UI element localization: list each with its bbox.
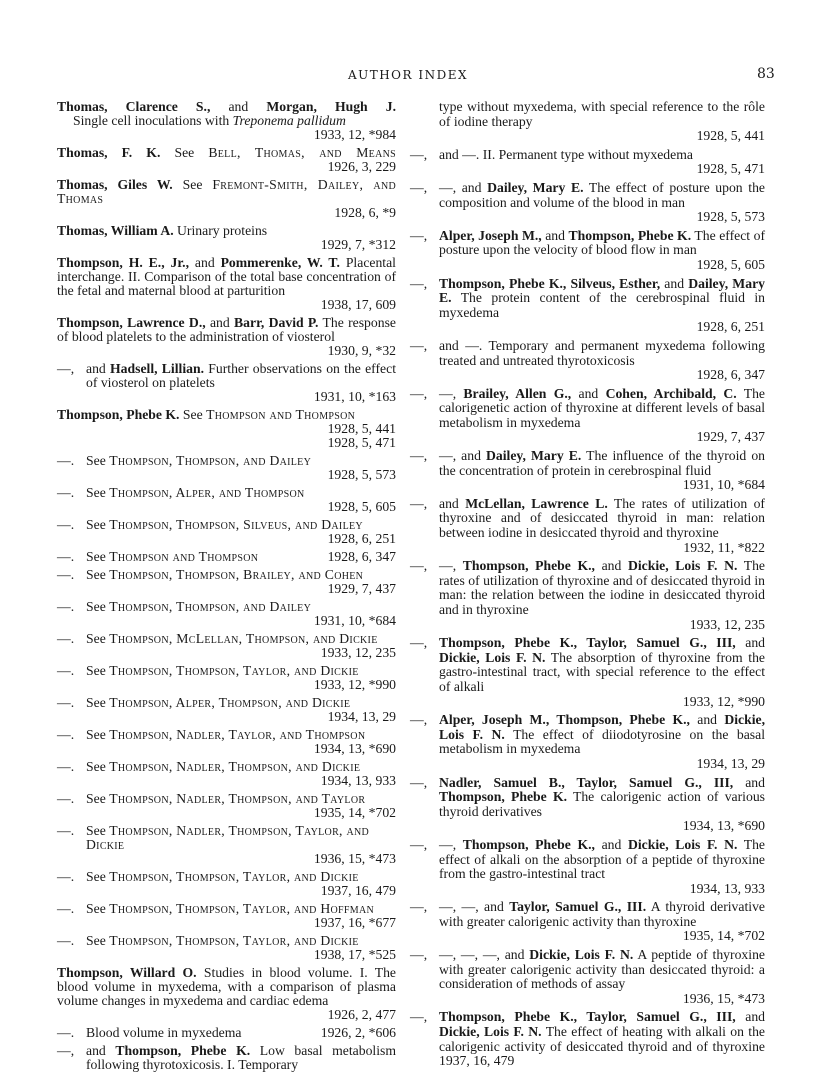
see-entry: —. See Thompson, Thompson, Taylor, and Dickie 1937, 16, 479 (57, 869, 396, 898)
index-entry: —, and Thompson, Phebe K. Low basal metabolism following thyrotoxicosis. I. Temporary (57, 1043, 397, 1072)
citation: 1931, 10, *163 (313, 389, 396, 404)
ditto-mark: —, (410, 275, 428, 291)
ditto-mark: —. (57, 791, 75, 806)
citation: 1931, 10, *684 (682, 477, 765, 493)
index-entry: —, —, —, —, and Dickie, Lois F. N. A peptide of thyroxine with greater calorigenic activity than desiccated thyroid: a consideration of methods of assay 1936, 15, *473 (410, 947, 765, 1006)
entry-title: The effect of heating with alkali on the calorigenic activity of desiccated thyroid and of thyroxine (439, 1024, 766, 1054)
citation: 1936, 15, *473 (313, 851, 396, 866)
citation: 1926, 2, 477 (327, 1007, 396, 1022)
entry-title: The effect of posture upon the composition and volume of the blood in man (439, 179, 765, 210)
cross-reference: Thompson, Thompson, and Dailey (109, 599, 312, 614)
see-entry: —. See Thompson, Nadler, Thompson, and Dickie 1934, 13, 933 (57, 759, 396, 788)
see-entry: —. See Thompson and Thompson 1928, 6, 347 (57, 549, 396, 564)
cross-reference: Thompson, Thompson, Taylor, and Dickie (109, 933, 359, 948)
coauthor-name: Thompson, Phebe K., (462, 836, 595, 852)
index-entry: —, Nadler, Samuel B., Taylor, Samuel G., III, and Thompson, Phebe K. The calorigenic action of various thyroid derivatives 1934, 13, *690 (410, 774, 765, 834)
coauthor-name: Dickie, Lois F. N. (439, 712, 765, 742)
cross-reference: Thompson, Alper, Thompson, and Dickie (109, 695, 351, 710)
cross-reference: Thompson, Nadler, Thompson, and Taylor (109, 791, 366, 806)
citation: 1934, 13, 933 (689, 880, 765, 896)
ditto-mark: —, (410, 385, 428, 401)
citation: 1937, 16, *677 (313, 915, 396, 930)
coauthor-name: Cohen, Archibald, C. (605, 385, 737, 401)
index-entry: —, —, —, and Taylor, Samuel G., III. A thyroid derivative with greater calorigenic activity than thyroxine 1935, 14, *702 (410, 899, 766, 944)
index-entry: —, Alper, Joseph M., Thompson, Phebe K., and Dickie, Lois F. N. The effect of diiodotyrosine on the basal metabolism in myxedema 1934, 13, 29 (410, 712, 765, 771)
citation: 1933, 12, 235 (689, 616, 765, 632)
ditto-mark: —. (57, 933, 75, 948)
index-entry: —, Thompson, Phebe K., Taylor, Samuel G., III, and Dickie, Lois F. N. The effect of heating with alkali on the calorigenic activity of desiccated thyroid and of thyroxine 1937, 16, 479 (410, 1009, 766, 1069)
running-header: AUTHOR INDEX (347, 68, 469, 82)
coauthor-name: Thompson, Phebe K., Silveus, Esther, (439, 275, 661, 291)
coauthor-name: Dailey, Mary E. (439, 275, 765, 306)
coauthor-name: Dailey, Mary E. (486, 448, 582, 464)
see-entry: —. See Thompson, Thompson, Brailey, and Cohen 1929, 7, 437 (57, 567, 396, 596)
index-entry-continued (410, 100, 765, 144)
coauthor-name: Dickie, Lois F. N. (627, 836, 738, 852)
ditto-mark: —. (57, 663, 75, 678)
see-entry: —. See Thompson, Nadler, Taylor, and Thompson 1934, 13, *690 (57, 727, 396, 756)
citation: 1928, 5, 605 (327, 499, 396, 514)
entry-title: The protein content of the cerebrospinal fluid in myxedema (439, 290, 765, 320)
coauthor-name: Thompson, Phebe K. (115, 1043, 251, 1058)
ditto-mark: —. (57, 517, 75, 532)
cross-reference: Thompson, McLellan, Thompson, and Dickie (109, 631, 378, 646)
citation: 1933, 12, 235 (320, 645, 396, 660)
index-entry: —, —, and Dailey, Mary E. The influence of the thyroid on the concentration of protein in cerebrospinal fluid 1931, 10, *684 (410, 448, 766, 493)
author-name: Thomas, Giles W. (57, 177, 173, 192)
ditto-mark: —. (57, 759, 75, 774)
see-entry: —. See Thompson, Thompson, and Dailey 1928, 5, 573 (57, 453, 396, 482)
cross-reference: Thompson, Thompson, and Dailey (109, 453, 312, 468)
ditto-mark: —, (410, 227, 428, 243)
entry-title: A thyroid derivative with greater calorigenic activity than thyroxine (439, 899, 766, 929)
citation: 1928, 5, 441 (327, 421, 396, 436)
cross-reference: Fremont-Smith, Dailey, and Thomas (57, 177, 396, 206)
page-header (0, 66, 816, 88)
index-entry: —, —, Brailey, Allen G., and Cohen, Archibald, C. The calorigenetic action of thyroxine at different levels of basal metabolism in myxedema 1929, 7, 437 (410, 385, 766, 445)
citation: 1937, 16, 479 (320, 883, 396, 898)
page-number: 83 (757, 66, 775, 82)
coauthor-name: Hadsell, Lillian. (110, 361, 205, 376)
entry-title: type without myxedema, with special reference to the rôle of iodine therapy (439, 99, 765, 129)
citation: 1934, 13, 29 (696, 755, 765, 771)
entry-title: Blood volume in myxedema (86, 1025, 242, 1040)
entry-title: Low basal metabolism following thyrotoxicosis. I. Temporary (86, 1043, 397, 1072)
ditto-mark: —. (57, 485, 75, 500)
citation: 1934, 13, 29 (327, 709, 396, 724)
citation: 1933, 12, *984 (313, 127, 396, 142)
author-name: Thompson, Phebe K. (57, 407, 180, 422)
see-entry: —. See Thompson, Thompson, Taylor, and Hoffman 1937, 16, *677 (57, 901, 396, 930)
cross-reference: Thompson, Nadler, Taylor, and Thompson (109, 727, 366, 742)
entry-title: The effect of diiodotyrosine on the basal metabolism in myxedema (439, 726, 765, 757)
see-entry: —. See Thompson, Nadler, Thompson, Taylor, and Dickie 1936, 15, *473 (57, 823, 396, 866)
citation: 1935, 14, *702 (313, 805, 396, 820)
see-entry: —. See Thompson, Alper, and Thompson 1928, 5, 605 (57, 485, 396, 514)
see-entry: —. See Thompson, Thompson, Silveus, and Dailey 1928, 6, 251 (57, 517, 396, 546)
citation: 1938, 17, *525 (313, 947, 396, 962)
entry-title-italic: Treponema pallidum (232, 113, 346, 128)
citation: 1934, 13, *690 (682, 818, 765, 834)
index-entry: —, —, Thompson, Phebe K., and Dickie, Lois F. N. The effect of alkali on the absorption of a peptide of thyroxine from the gastro-intestinal tract 1934, 13, 933 (410, 836, 766, 896)
author-name: Thomas, F. K. (57, 145, 161, 160)
right-column (410, 100, 765, 1073)
cross-reference: Thompson, Alper, and Thompson (109, 485, 305, 500)
ditto-mark: —, (410, 448, 428, 464)
entry-title: The rates of utilization of thyroxine and of desiccated thyroid in man: the relation between the iodine in desiccated thyroid and in thyroxine (439, 558, 766, 617)
coauthor-name: Thompson, Phebe K. (568, 227, 692, 243)
citation: 1932, 11, *822 (683, 539, 765, 555)
ditto-mark: —. (57, 567, 75, 582)
ditto-mark: —, (57, 1043, 75, 1058)
cross-reference: Thompson, Thompson, Taylor, and Hoffman (109, 901, 374, 916)
index-entry (57, 1026, 396, 1040)
entry-title: and —. II. Permanent type without myxedema (439, 146, 693, 162)
citation: 1926, 2, *606 (320, 1025, 396, 1040)
citation: 1936, 15, *473 (682, 990, 765, 1006)
entry-title: A peptide of thyroxine with greater calorigenic activity than desiccated thyroid: a consideration of methods of assay (439, 947, 765, 992)
ditto-mark: —, (410, 836, 428, 852)
entry-title: The calorigenetic action of thyroxine at different levels of basal metabolism in myxedema (439, 385, 766, 430)
index-entry: —, —, Thompson, Phebe K., and Dickie, Lois F. N. The rates of utilization of thyroxine and of desiccated thyroid in man: the relation between the iodine in desiccated thyroid and in thyroxine 1933, 12, 235 (410, 558, 766, 632)
coauthor-name: Alper, Joseph M., Thompson, Phebe K., (439, 712, 690, 728)
see-entry: —. See Thompson, Alper, Thompson, and Dickie 1934, 13, 29 (57, 695, 396, 724)
entry-title: The effect of posture upon the velocity of blood flow in man (439, 227, 765, 258)
citation: 1933, 12, *990 (313, 677, 396, 692)
coauthor-name: Taylor, Samuel G., III. (509, 899, 647, 915)
entry-title: The response of blood platelets to the administration of viosterol (57, 315, 396, 344)
see-entry: —. See Thompson, McLellan, Thompson, and Dickie 1933, 12, 235 (57, 631, 396, 660)
coauthor-name: McLellan, Lawrence L. (465, 495, 608, 511)
index-entry: Thomas, Clarence S., and Morgan, Hugh J. Single cell inoculations with Treponema pallidum 1933, 12, *984 (57, 99, 397, 142)
see-entry: —. See Thompson, Thompson, Taylor, and Dickie 1938, 17, *525 (57, 933, 396, 962)
citation: 1928, 6, 251 (696, 319, 765, 335)
ditto-mark: —. (57, 1025, 75, 1040)
coauthor-name: Thompson, Phebe K., (462, 558, 595, 574)
citation: 1929, 7, 437 (696, 429, 765, 445)
entry-title: Single cell inoculations with (73, 113, 233, 128)
ditto-mark: —, (410, 712, 428, 728)
entry-title: Placental interchange. II. Comparison of the total base concentration of the fetal and maternal blood at parturition (57, 255, 396, 298)
coauthor-name: Morgan, Hugh J. (266, 99, 397, 114)
index-entry (410, 339, 765, 383)
citation: 1928, 5, 471 (696, 161, 765, 177)
ditto-mark: —. (57, 549, 75, 564)
see-entry: —. See Thompson, Thompson, Taylor, and Dickie 1933, 12, *990 (57, 663, 396, 692)
citation: 1928, 5, 441 (696, 128, 765, 144)
index-entry: Thompson, Phebe K. See Thompson and Thompson 1928, 5, 441 1928, 5, 471 (57, 407, 396, 450)
see-entry: —. See Thompson, Thompson, and Dailey 1931, 10, *684 (57, 599, 396, 628)
ditto-mark: —, (57, 361, 75, 376)
citation: 1928, 5, 573 (327, 467, 396, 482)
ditto-mark: —. (57, 631, 75, 646)
coauthor-name: Dailey, Mary E. (487, 179, 584, 195)
coauthor-name: Dickie, Lois F. N. (529, 947, 634, 963)
citation: 1928, 6, *9 (334, 205, 396, 220)
coauthor-name: Alper, Joseph M., (439, 227, 542, 243)
cross-reference: Thompson, Thompson, Brailey, and Cohen (109, 567, 364, 582)
entry-title: The calorigenic action of various thyroid derivatives (439, 789, 765, 819)
index-entry: Thompson, Lawrence D., and Barr, David P. The response of blood platelets to the administration of viosterol 1930, 9, *32 (57, 315, 396, 358)
ditto-mark: —, (410, 1009, 428, 1025)
cross-reference: Thompson and Thompson (206, 407, 356, 422)
coauthor-name: Thompson, Phebe K., Taylor, Samuel G., III, (439, 635, 736, 651)
ditto-mark: —, (410, 774, 428, 790)
citation: 1937, 16, 479 (439, 1053, 515, 1069)
entry-title: Studies in blood volume. I. The blood volume in myxedema, with a comparison of plasma volume changes in myxedema and cardiac edema (57, 965, 397, 1008)
index-entry (57, 966, 396, 1022)
citation: 1933, 12, *990 (682, 693, 765, 709)
cross-reference: Thompson and Thompson (109, 549, 259, 564)
citation: 1928, 5, 573 (696, 209, 765, 225)
ditto-mark: —, (410, 899, 428, 915)
ditto-mark: —, (410, 146, 428, 162)
author-name: Thompson, Willard O. (57, 965, 197, 980)
citation: 1928, 6, 347 (696, 367, 765, 383)
index-entry (57, 224, 396, 252)
ditto-mark: —. (57, 695, 75, 710)
ditto-mark: —, (410, 947, 428, 963)
index-entry: —, Thompson, Phebe K., Silveus, Esther, and Dailey, Mary E. The protein content of the cerebrospinal fluid in myxedema 1928, 6, 251 (410, 275, 765, 335)
ditto-mark: —. (57, 453, 75, 468)
entry-title: The effect of alkali on the absorption of a peptide of thyroxine from the gastro-intestinal tract (439, 836, 766, 882)
index-entry (410, 148, 765, 177)
index-entry: Thomas, F. K. See Bell, Thomas, and Means 1926, 3, 229 (57, 145, 396, 174)
left-column (57, 100, 396, 1076)
entry-title: Further observations on the effect of viosterol on platelets (86, 361, 396, 390)
index-entry: —, and McLellan, Lawrence L. The rates of utilization of thyroxine and of desiccated thyroid in man: relation between iodine in desiccated thyroid and thyroxine 1932, 11, *822 (410, 495, 765, 555)
author-name: Thomas, Clarence S., (57, 99, 211, 114)
coauthor-name: Barr, David P. (234, 315, 319, 330)
citation: 1928, 6, 347 (327, 549, 396, 564)
ditto-mark: —, (410, 179, 428, 195)
index-entry: —, Alper, Joseph M., and Thompson, Phebe K. The effect of posture upon the velocity of blood flow in man 1928, 5, 605 (410, 227, 765, 272)
ditto-mark: —, (410, 337, 428, 353)
citation: 1929, 7, 437 (327, 581, 396, 596)
coauthor-name: Dickie, Lois F. N. (439, 1024, 542, 1040)
cross-reference: Bell, Thomas, and Means (208, 145, 396, 160)
ditto-mark: —. (57, 599, 75, 614)
citation: 1926, 3, 229 (327, 159, 396, 174)
cross-reference: Thompson, Nadler, Thompson, and Dickie (109, 759, 361, 774)
coauthor-name: Thompson, Phebe K. (439, 789, 568, 805)
ditto-mark: —, (410, 558, 428, 574)
cross-reference: Thompson, Thompson, Taylor, and Dickie (109, 869, 359, 884)
ditto-mark: —. (57, 869, 75, 884)
coauthor-name: Thompson, Phebe K., Taylor, Samuel G., III, (439, 1009, 736, 1025)
entry-title: and —. Temporary and permanent myxedema following treated and untreated thyrotoxicosis (439, 337, 765, 368)
index-entry: —, —, and Dailey, Mary E. The effect of posture upon the composition and volume of the blood in man 1928, 5, 573 (410, 179, 765, 225)
index-entry: —, and Hadsell, Lillian. Further observations on the effect of viosterol on platelets 1931, 10, *163 (57, 361, 396, 404)
coauthor-name: Dickie, Lois F. N. (439, 649, 546, 665)
citation: 1928, 6, 251 (327, 531, 396, 546)
citation: 1934, 13, *690 (313, 741, 396, 756)
ditto-mark: —. (57, 823, 75, 838)
citation: 1928, 5, 605 (696, 256, 765, 272)
index-entry: Thompson, H. E., Jr., and Pommerenke, W. T. Placental interchange. II. Comparison of the total base concentration of the fetal and maternal blood at parturition 1938, 17, 609 (57, 255, 396, 312)
citation: 1935, 14, *702 (682, 928, 765, 944)
cross-reference: Thompson, Thompson, Taylor, and Dickie (109, 663, 359, 678)
entry-title: The absorption of thyroxine from the gastro-intestinal tract, with special reference to the effect of alkali (439, 649, 765, 694)
coauthor-name: Pommerenke, W. T. (220, 255, 340, 270)
citation: 1931, 10, *684 (313, 613, 396, 628)
ditto-mark: —. (57, 901, 75, 916)
citation: 1929, 7, *312 (320, 237, 396, 252)
entry-title: Urinary proteins (173, 223, 268, 238)
index-entry: —, Thompson, Phebe K., Taylor, Samuel G., III, and Dickie, Lois F. N. The absorption of thyroxine from the gastro-intestinal tract, with special reference to the effect of alkali 1933, 12, *990 (410, 635, 766, 709)
coauthor-name: Nadler, Samuel B., Taylor, Samuel G., III, (439, 774, 734, 790)
author-name: Thompson, H. E., Jr., (57, 255, 190, 270)
coauthor-name: Brailey, Allen G., (463, 385, 572, 401)
cross-reference: Thompson, Nadler, Thompson, Taylor, and Dickie (86, 823, 370, 852)
citation: 1928, 5, 471 (327, 435, 396, 450)
entry-title: The rates of utilization of thyroxine and of desiccated thyroid in man: relation between iodine in desiccated thyroid and thyroxine (439, 495, 765, 541)
index-entry: Thomas, Giles W. See Fremont-Smith, Dailey, and Thomas 1928, 6, *9 (57, 177, 396, 220)
entry-title: The influence of the thyroid on the concentration of protein in cerebrospinal fluid (439, 448, 766, 478)
ditto-mark: —, (410, 495, 428, 511)
ditto-mark: —. (57, 727, 75, 742)
see-entry: —. See Thompson, Nadler, Thompson, and Taylor 1935, 14, *702 (57, 791, 396, 820)
citation: 1938, 17, 609 (320, 297, 396, 312)
citation: 1930, 9, *32 (327, 343, 396, 358)
cross-reference: Thompson, Thompson, Silveus, and Dailey (109, 517, 363, 532)
author-name: Thomas, William A. (57, 223, 174, 238)
coauthor-name: Dickie, Lois F. N. (627, 558, 738, 574)
citation: 1934, 13, 933 (320, 773, 396, 788)
author-name: Thompson, Lawrence D., (57, 315, 206, 330)
ditto-mark: —, (410, 635, 428, 651)
